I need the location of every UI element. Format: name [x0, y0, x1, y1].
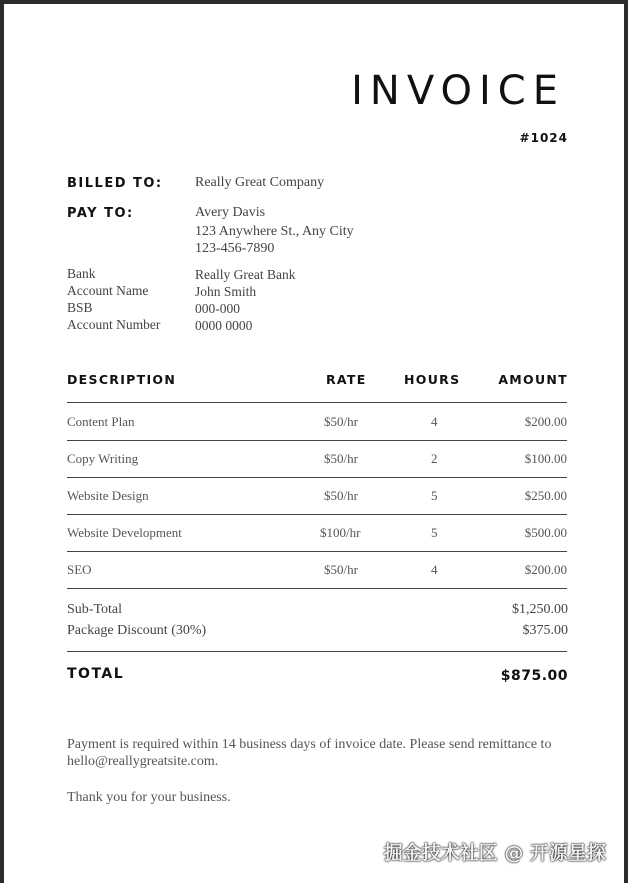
row-hours: 5: [431, 525, 438, 540]
row-rate: $50/hr: [324, 562, 358, 577]
pay-to-label: PAY TO:: [67, 206, 134, 221]
bsb-label: BSB: [67, 300, 93, 315]
bank-labels: [67, 265, 160, 333]
col-hours-header: HOURS: [404, 372, 461, 387]
pay-to-phone: 123-456-7890: [195, 241, 275, 256]
table-row: [67, 403, 567, 440]
billed-to-label: BILLED TO:: [67, 176, 163, 191]
account-name-value: John Smith: [195, 284, 257, 299]
total-rule: [67, 651, 567, 652]
row-description: Content Plan: [67, 414, 135, 429]
row-rate: $50/hr: [324, 488, 358, 503]
thank-you-note: Thank you for your business.: [67, 790, 231, 805]
bank-values: [195, 266, 295, 334]
row-amount: $200.00: [524, 562, 567, 577]
table-row: [67, 551, 567, 588]
pay-to-name: Avery Davis: [195, 205, 266, 220]
billed-to-value: Really Great Company: [195, 175, 325, 190]
invoice-number: #1024: [519, 131, 568, 145]
row-hours: 4: [431, 562, 438, 577]
row-amount: $250.00: [524, 488, 567, 503]
row-hours: 5: [431, 488, 438, 503]
bsb-value: 000-000: [195, 301, 240, 316]
col-rate-header: RATE: [326, 372, 367, 387]
total-value: $875.00: [500, 668, 568, 684]
row-amount: $500.00: [524, 525, 567, 540]
table-row: [67, 514, 567, 551]
account-number-label: Account Number: [67, 317, 161, 332]
discount-value: $375.00: [522, 623, 568, 638]
col-description-header: DESCRIPTION: [67, 372, 177, 387]
subtotal-value: $1,250.00: [512, 602, 568, 617]
payment-note: Payment is required within 14 business days of invoice date. Please send remittance to hello@reallygreatsite.com.: [67, 737, 552, 769]
bank-value: Really Great Bank: [195, 267, 296, 282]
row-amount: $100.00: [524, 451, 567, 466]
discount-label: Package Discount (30%): [67, 623, 207, 638]
pay-to-address: 123 Anywhere St., Any City: [195, 224, 354, 239]
row-hours: 2: [431, 451, 438, 466]
row-rate: $100/hr: [320, 525, 361, 540]
row-description: Website Development: [67, 525, 182, 540]
row-description: SEO: [67, 562, 92, 577]
subtotal-label: Sub-Total: [67, 602, 123, 617]
account-name-label: Account Name: [67, 283, 149, 298]
invoice-page: [4, 4, 624, 883]
row-amount: $200.00: [524, 414, 567, 429]
table-row: [67, 477, 567, 514]
row-rate: $50/hr: [324, 451, 358, 466]
row-divider: [67, 588, 567, 589]
row-hours: 4: [431, 414, 438, 429]
account-number-value: 0000 0000: [195, 318, 253, 333]
invoice-title: INVOICE: [351, 68, 565, 114]
row-description: Website Design: [67, 488, 149, 503]
row-rate: $50/hr: [324, 414, 358, 429]
table-row: [67, 440, 567, 477]
total-label: TOTAL: [67, 666, 125, 682]
watermark: 掘金技术社区 @ 开源星探: [383, 842, 606, 864]
col-amount-header: AMOUNT: [498, 372, 568, 387]
bank-label: Bank: [67, 266, 96, 281]
row-description: Copy Writing: [67, 451, 139, 466]
